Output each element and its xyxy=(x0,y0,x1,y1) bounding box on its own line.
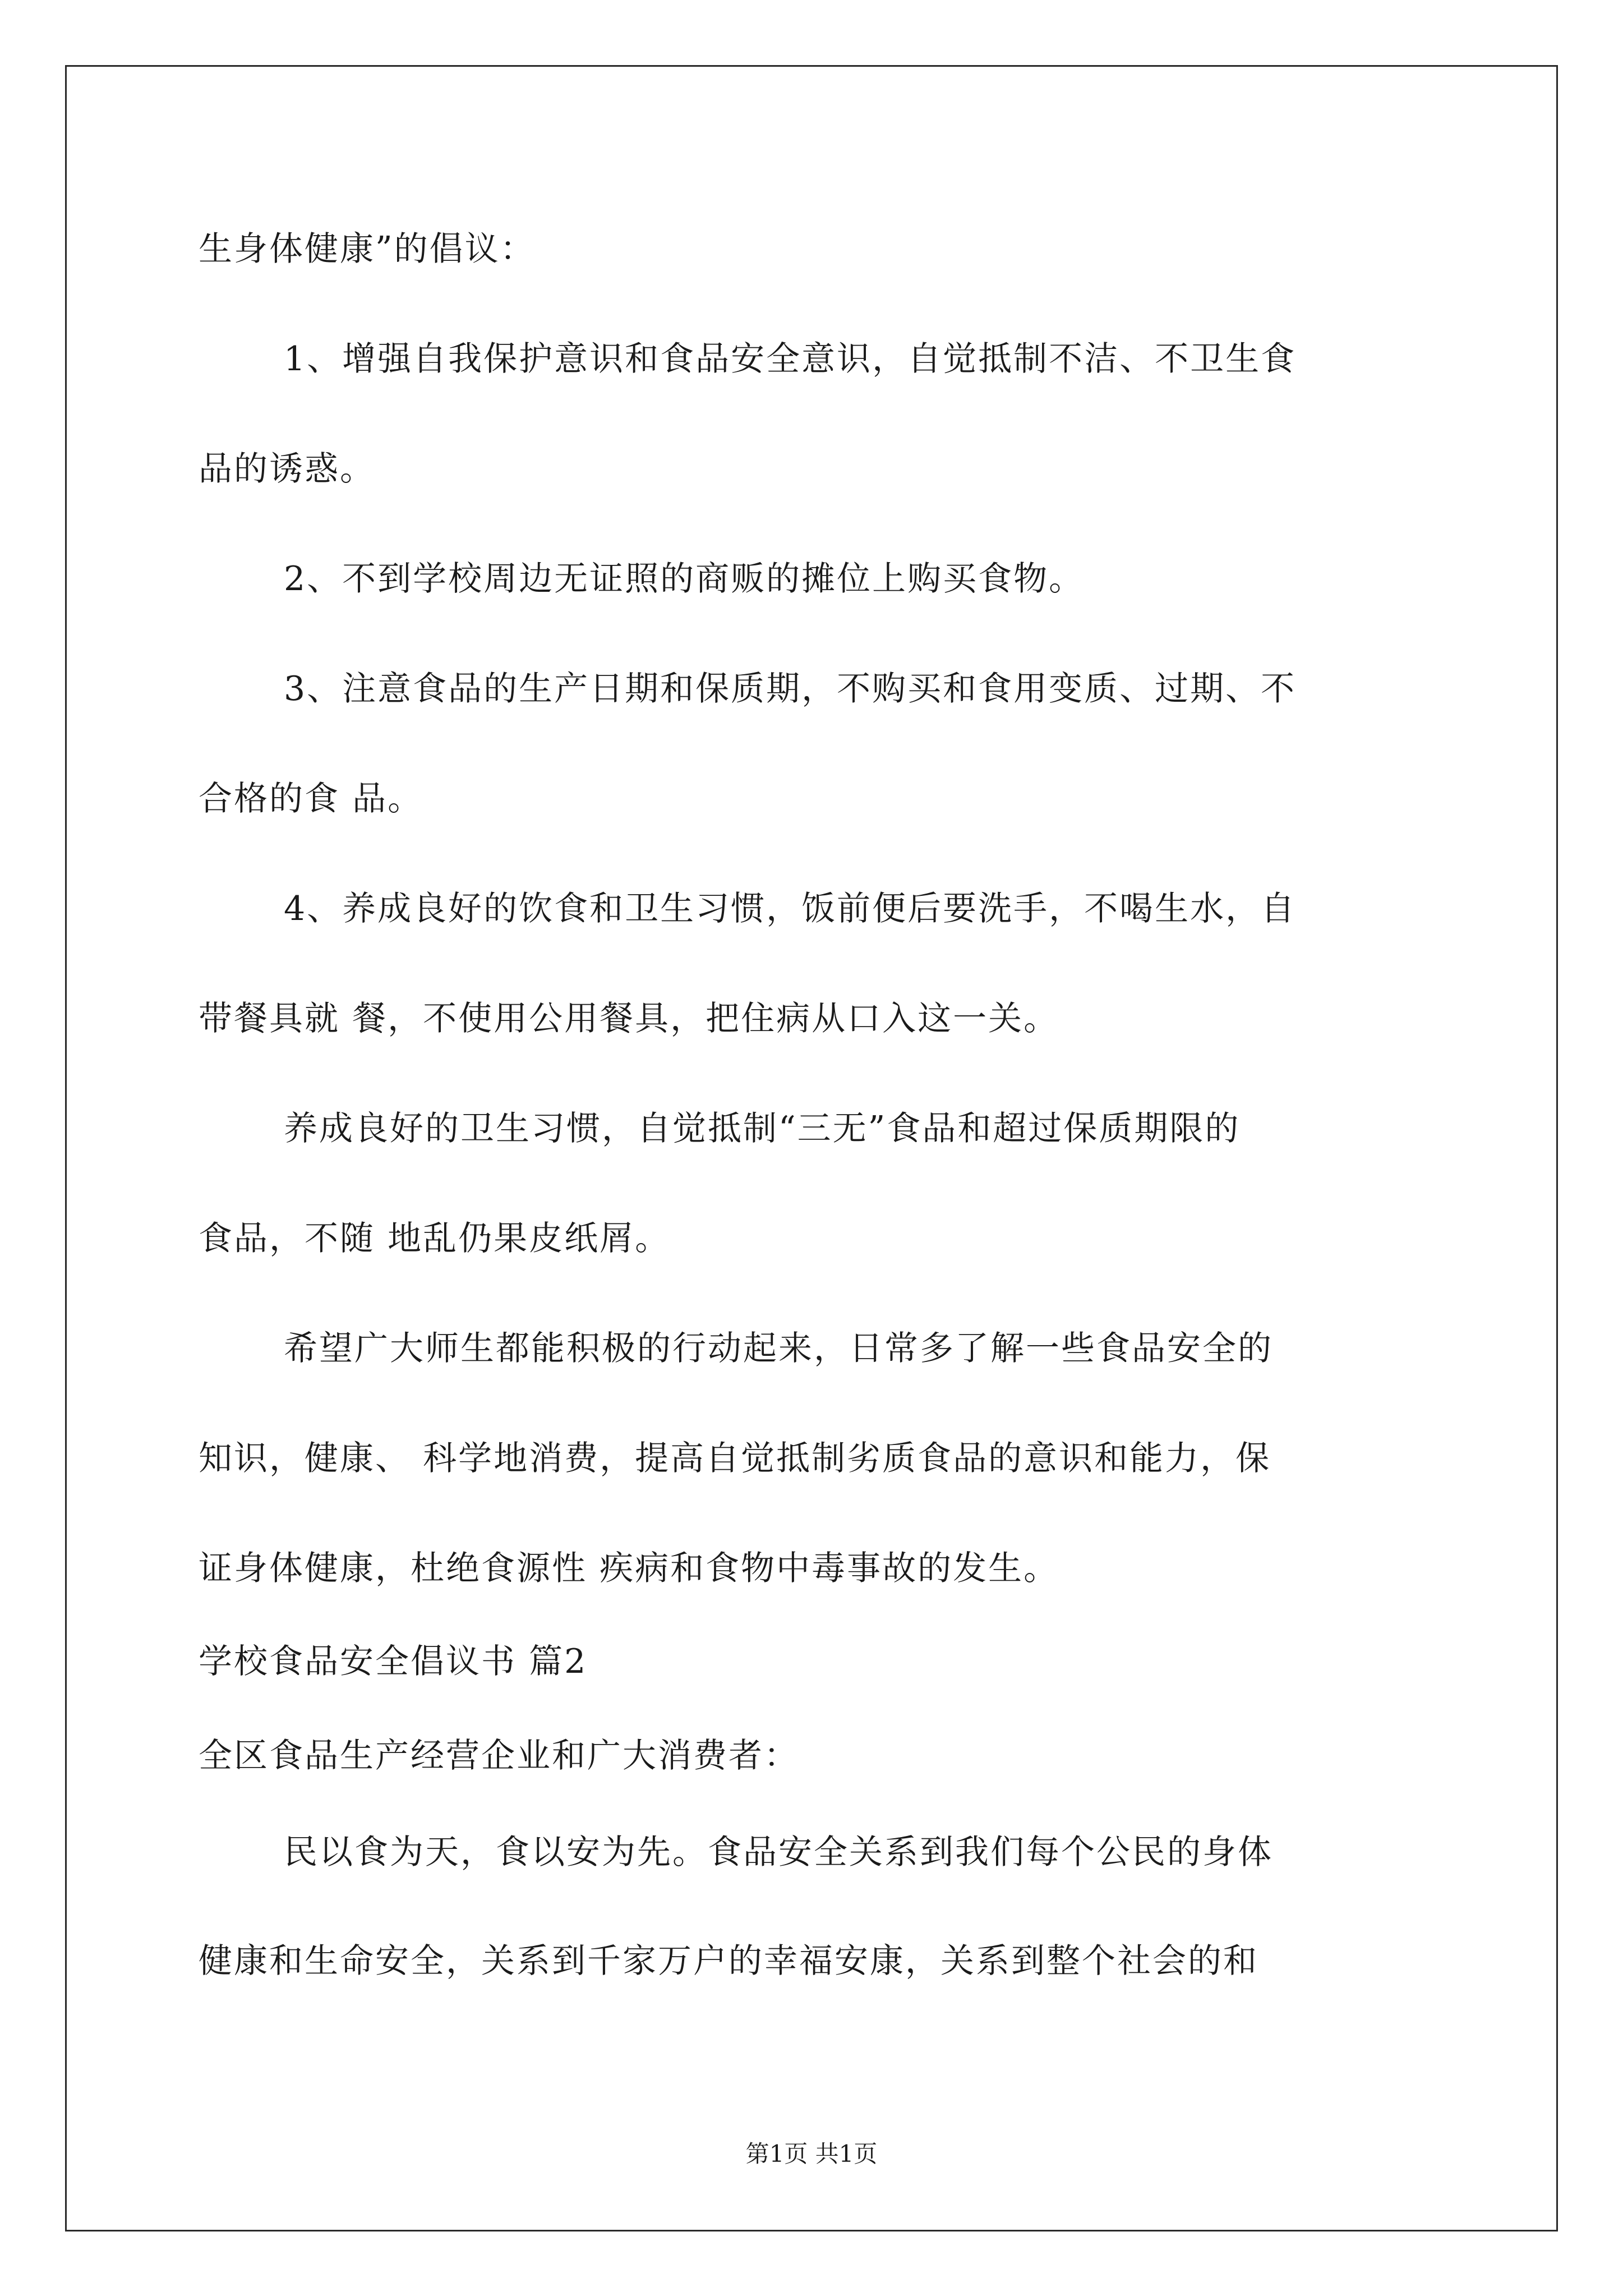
text-line: 希望广大师生都能积极的行动起来，日常多了解一些食品安全的 xyxy=(284,1329,1273,1368)
text-line: 2、不到学校周边无证照的商贩的摊位上购买食物。 xyxy=(284,559,1085,599)
text-line: 品的诱惑。 xyxy=(199,449,375,489)
section-heading: 学校食品安全倡议书 篇2 xyxy=(199,1642,588,1681)
text-line: 1、增强自我保护意识和食品安全意识，自觉抵制不洁、不卫生食 xyxy=(284,339,1297,379)
text-line: 4、养成良好的饮食和卫生习惯，饭前便后要洗手，不喝生水，自 xyxy=(284,889,1297,928)
text-line: 养成良好的卫生习惯，自觉抵制“三无”食品和超过保质期限的 xyxy=(284,1109,1241,1148)
text-line: 合格的食 品。 xyxy=(199,779,423,818)
text-line: 食品，不随 地乱仍果皮纸屑。 xyxy=(199,1219,671,1258)
text-line: 健康和生命安全，关系到千家万户的幸福安康，关系到整个社会的和 xyxy=(199,1941,1258,1981)
text-line: 3、注意食品的生产日期和保质期，不购买和食用变质、过期、不 xyxy=(284,669,1297,708)
text-line: 民以食为天，食以安为先。食品安全关系到我们每个公民的身体 xyxy=(284,1833,1273,1872)
page-footer: 第1页 共1页 xyxy=(745,2140,878,2168)
text-line: 生身体健康”的倡议： xyxy=(199,229,536,269)
text-line: 全区食品生产经营企业和广大消费者： xyxy=(199,1736,799,1775)
text-line: 带餐具就 餐，不使用公用餐具，把住病从口入这一关。 xyxy=(199,999,1059,1038)
text-line: 证身体健康，杜绝食源性 疾病和食物中毒事故的发生。 xyxy=(199,1549,1059,1588)
text-line: 知识，健康、 科学地消费，提高自觉抵制劣质食品的意识和能力，保 xyxy=(199,1439,1271,1478)
